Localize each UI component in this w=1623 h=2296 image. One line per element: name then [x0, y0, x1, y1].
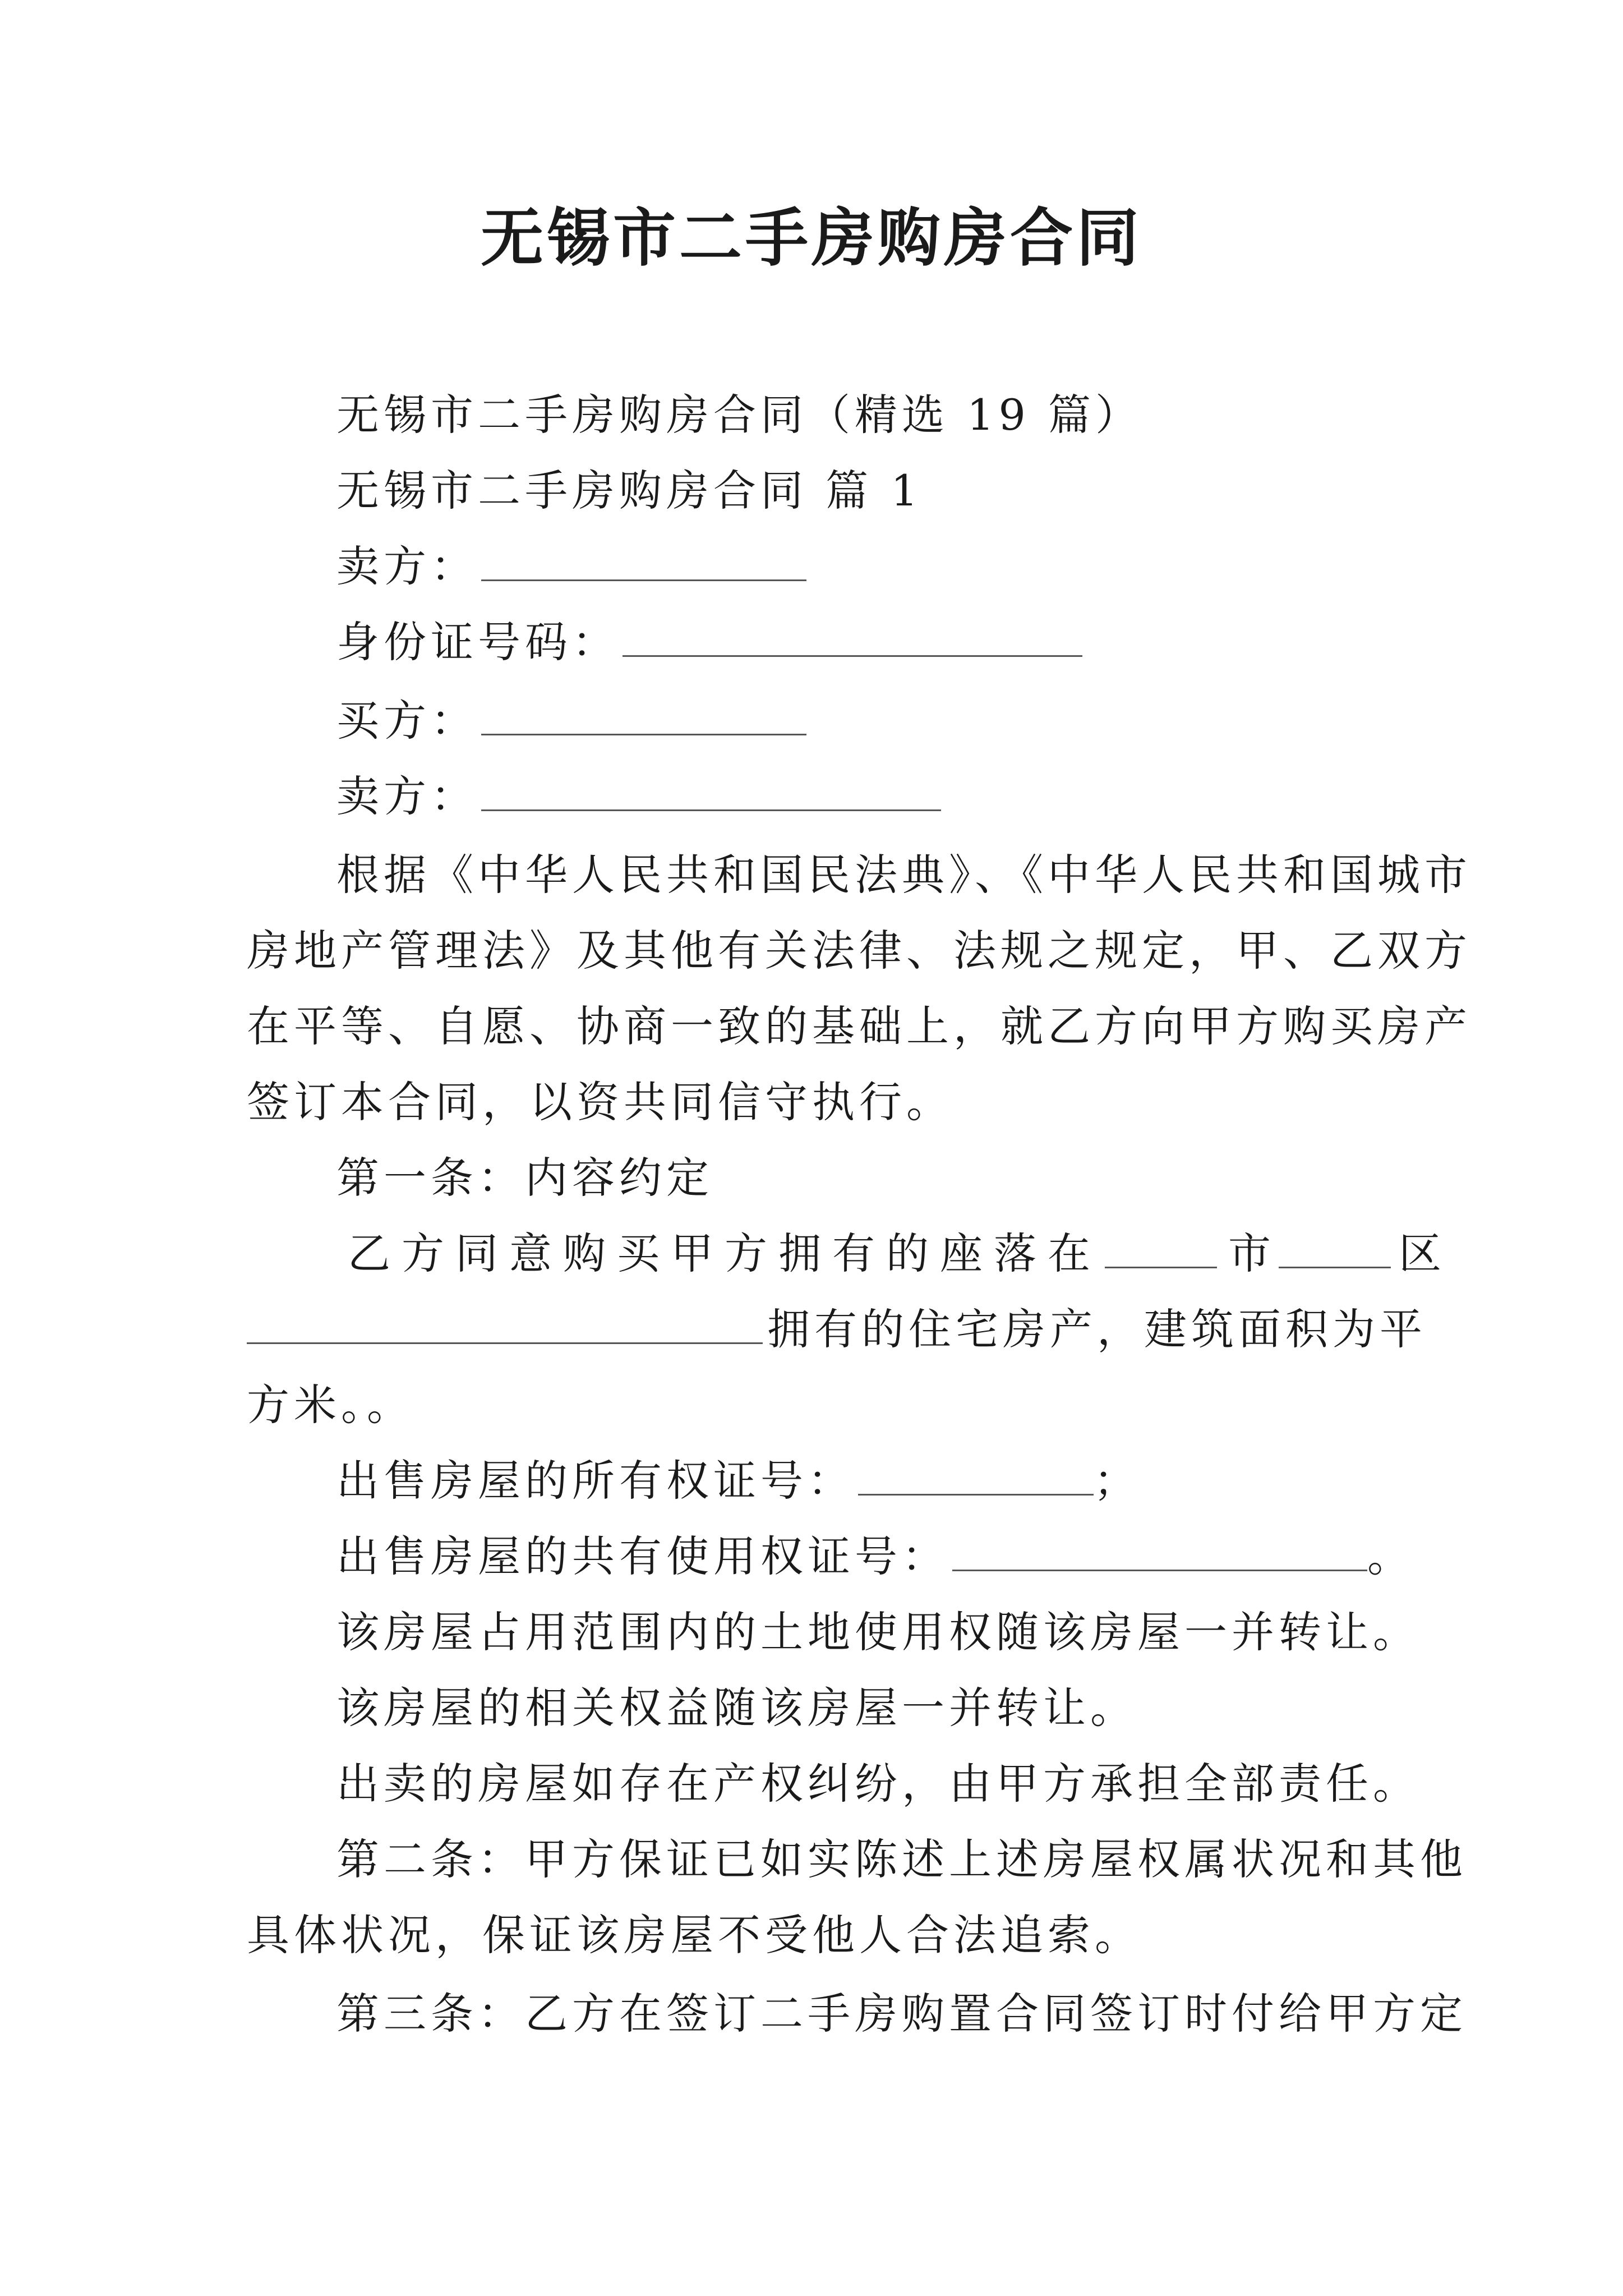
- seller-label-2: 卖方：: [336, 771, 478, 821]
- buyer-blank: [481, 694, 806, 735]
- location-line-2: [247, 1301, 1427, 1358]
- seller-blank: [481, 540, 806, 581]
- seller-line: [336, 539, 806, 595]
- document-title: 无锡市二手房购房合同: [481, 201, 1142, 275]
- location-line-3: 方米。。: [247, 1380, 414, 1430]
- seller-label: 卖方：: [336, 541, 478, 591]
- article-2-line-1: 第二条：甲方保证已如实陈述上述房屋权属状况和其他: [336, 1834, 1467, 1884]
- id-number-blank: [623, 616, 1082, 657]
- location-text-1: 乙方同意购买甲方拥有的座落在: [348, 1228, 1101, 1278]
- address-blank: [247, 1303, 763, 1344]
- ownership-cert-line: [336, 1453, 1141, 1509]
- ownership-cert-end: ；: [1094, 1456, 1141, 1506]
- article-2-line-2: 具体状况，保证该房屋不受他人合法追索。: [247, 1910, 1142, 1960]
- district-blank: [1279, 1227, 1391, 1268]
- city-label: 市: [1228, 1228, 1275, 1278]
- buyer-label: 买方：: [336, 696, 478, 746]
- rights-line: 该房屋的相关权益随该房屋一并转让。: [336, 1683, 1137, 1733]
- land-use-line: 该房屋占用范围内的土地使用权随该房屋一并转让。: [336, 1607, 1420, 1657]
- preamble-line-2: 房地产管理法》及其他有关法律、法规之规定，甲、乙双方: [247, 926, 1472, 976]
- id-number-line: [336, 614, 1082, 670]
- ownership-cert-label: 出售房屋的所有权证号：: [336, 1456, 855, 1506]
- dispute-line: 出卖的房屋如存在产权纠纷，由甲方承担全部责任。: [336, 1759, 1420, 1809]
- shared-cert-line: [336, 1529, 1414, 1585]
- seller-blank-2: [481, 770, 941, 811]
- city-blank: [1105, 1227, 1217, 1268]
- preamble-line-4: 签订本合同，以资共同信守执行。: [247, 1077, 953, 1127]
- shared-cert-blank: [952, 1530, 1367, 1571]
- article-3-line-1: 第三条：乙方在签订二手房购置合同签订时付给甲方定: [336, 1989, 1467, 2039]
- ownership-cert-blank: [858, 1455, 1094, 1496]
- preamble-line-1: 根据《中华人民共和国民法典》、《中华人民共和国城市: [336, 850, 1472, 900]
- subtitle-part: 无锡市二手房购房合同 篇 1: [336, 466, 923, 516]
- article-1-heading: 第一条：内容约定: [336, 1153, 713, 1203]
- seller-line-2: [336, 769, 941, 825]
- shared-cert-label: 出售房屋的共有使用权证号：: [336, 1531, 949, 1581]
- shared-cert-end: 。: [1367, 1531, 1414, 1581]
- id-number-label: 身份证号码：: [336, 617, 619, 667]
- district-label: 区: [1399, 1228, 1446, 1278]
- preamble-line-3: 在平等、自愿、协商一致的基础上，就乙方向甲方购买房产: [247, 1001, 1472, 1051]
- buyer-line: [336, 693, 806, 749]
- subtitle-collection: 无锡市二手房购房合同（精选 19 篇）: [336, 390, 1143, 440]
- location-line-1: [348, 1226, 1446, 1282]
- location-text-2: 拥有的住宅房产，建筑面积为平: [767, 1304, 1427, 1354]
